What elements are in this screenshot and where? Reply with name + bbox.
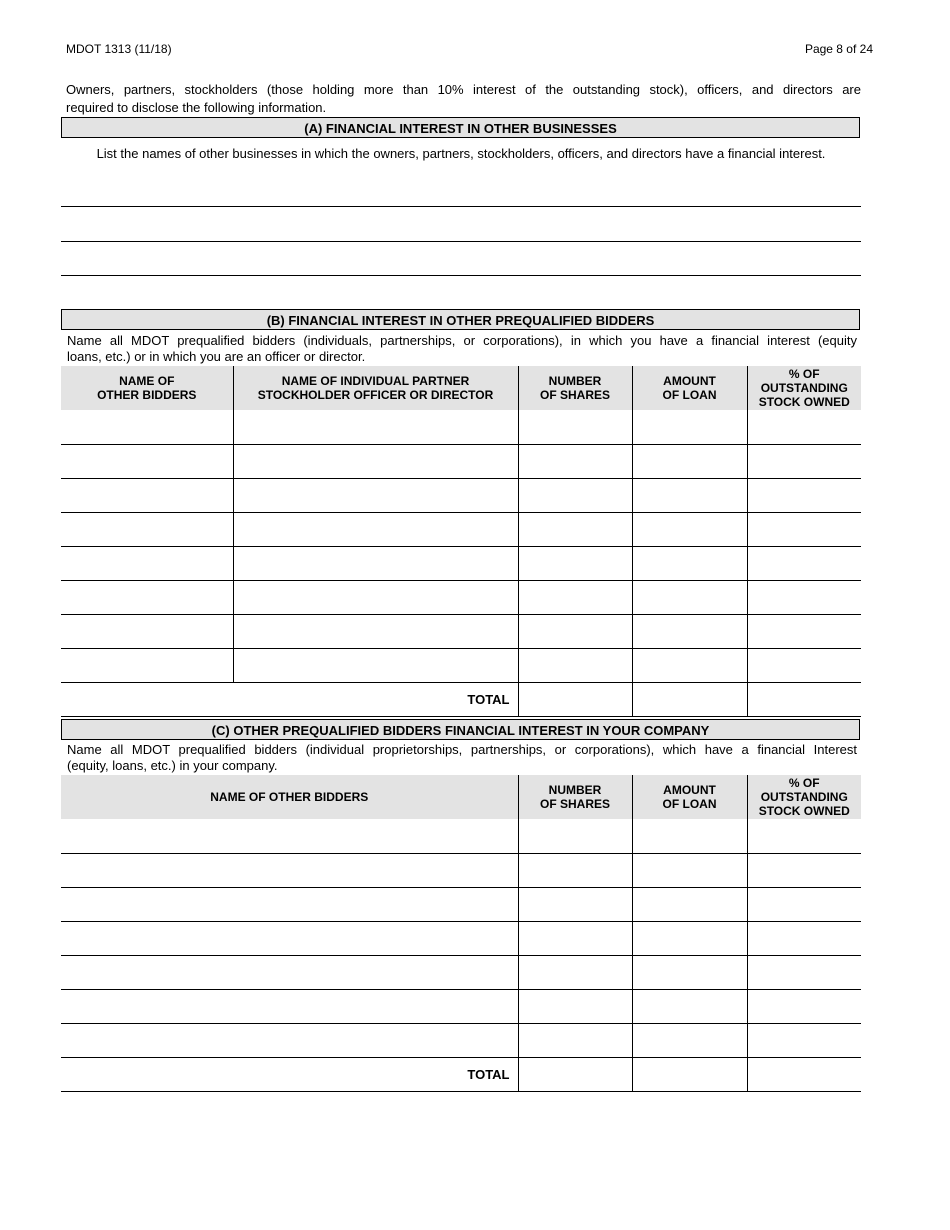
table-row: [61, 1023, 861, 1057]
individual-name-cell[interactable]: [233, 410, 518, 444]
col-pct-outstanding-stock: % OF OUTSTANDING STOCK OWNED: [747, 366, 861, 410]
section-a-title: (A) FINANCIAL INTEREST IN OTHER BUSINESSES: [61, 117, 860, 138]
table-row: [61, 853, 861, 887]
total-loan-cell[interactable]: [632, 682, 747, 716]
section-c-desc-line-1: Name all MDOT prequalified bidders (individual proprietorships, partnerships, or corporations), which have a financial Interest: [67, 742, 857, 757]
table-row: [61, 546, 861, 580]
loan-cell[interactable]: [632, 410, 747, 444]
loan-cell[interactable]: [632, 853, 747, 887]
loan-cell[interactable]: [632, 989, 747, 1023]
business-entry-line[interactable]: [61, 275, 861, 276]
pct-cell[interactable]: [747, 410, 861, 444]
table-row: [61, 478, 861, 512]
shares-cell[interactable]: [518, 410, 632, 444]
col-name-of-other-bidders: NAME OF OTHER BIDDERS: [61, 775, 518, 819]
shares-cell[interactable]: [518, 819, 632, 853]
shares-cell[interactable]: [518, 887, 632, 921]
bidder-name-cell[interactable]: [61, 955, 518, 989]
bidder-name-cell[interactable]: [61, 853, 518, 887]
table-row: [61, 819, 861, 853]
shares-cell[interactable]: [518, 1023, 632, 1057]
shares-cell[interactable]: [518, 478, 632, 512]
shares-cell[interactable]: [518, 512, 632, 546]
section-c-table: [61, 775, 861, 1092]
total-pct-cell[interactable]: [747, 682, 861, 716]
shares-cell[interactable]: [518, 580, 632, 614]
pct-cell[interactable]: [747, 580, 861, 614]
pct-cell[interactable]: [747, 989, 861, 1023]
loan-cell[interactable]: [632, 1023, 747, 1057]
section-b-table: [61, 366, 861, 717]
total-loan-cell[interactable]: [632, 1057, 747, 1091]
loan-cell[interactable]: [632, 887, 747, 921]
section-b-desc-line-1: Name all MDOT prequalified bidders (individuals, partnerships, or corporations), in which you have a financial interest (equity: [67, 333, 857, 348]
shares-cell[interactable]: [518, 444, 632, 478]
total-shares-cell[interactable]: [518, 1057, 632, 1091]
section-c-description: [67, 742, 857, 774]
loan-cell[interactable]: [632, 512, 747, 546]
pct-cell[interactable]: [747, 955, 861, 989]
table-row: [61, 512, 861, 546]
col-amount-of-loan: AMOUNT OF LOAN: [632, 775, 747, 819]
bidder-name-cell[interactable]: [61, 410, 233, 444]
section-b-description: [67, 333, 857, 365]
bidder-name-cell[interactable]: [61, 921, 518, 955]
shares-cell[interactable]: [518, 921, 632, 955]
pct-cell[interactable]: [747, 853, 861, 887]
bidder-name-cell[interactable]: [61, 546, 233, 580]
loan-cell[interactable]: [632, 955, 747, 989]
bidder-name-cell[interactable]: [61, 580, 233, 614]
bidder-name-cell[interactable]: [61, 444, 233, 478]
table-row: [61, 955, 861, 989]
section-b-desc-line-2: loans, etc.) or in which you are an officer or director.: [67, 349, 366, 364]
loan-cell[interactable]: [632, 444, 747, 478]
total-pct-cell[interactable]: [747, 1057, 861, 1091]
col-number-of-shares: NUMBER OF SHARES: [518, 366, 632, 410]
intro-text: [66, 81, 861, 117]
loan-cell[interactable]: [632, 546, 747, 580]
total-label: TOTAL: [61, 682, 518, 716]
section-b-title: (B) FINANCIAL INTEREST IN OTHER PREQUALIFIED BIDDERS: [61, 309, 860, 330]
individual-name-cell[interactable]: [233, 512, 518, 546]
bidder-name-cell[interactable]: [61, 819, 518, 853]
table-row: [61, 614, 861, 648]
total-row: [61, 1057, 861, 1091]
individual-name-cell[interactable]: [233, 444, 518, 478]
intro-line-1: Owners, partners, stockholders (those holding more than 10% interest of the outstanding stock), officers, and directors are: [66, 82, 861, 97]
shares-cell[interactable]: [518, 546, 632, 580]
pct-cell[interactable]: [747, 512, 861, 546]
pct-cell[interactable]: [747, 819, 861, 853]
table-row: [61, 887, 861, 921]
shares-cell[interactable]: [518, 614, 632, 648]
table-row: [61, 580, 861, 614]
table-row: [61, 921, 861, 955]
table-row: [61, 648, 861, 682]
col-name-of-other-bidders: NAME OF OTHER BIDDERS: [61, 366, 233, 410]
loan-cell[interactable]: [632, 819, 747, 853]
total-label: TOTAL: [61, 1057, 518, 1091]
pct-cell[interactable]: [747, 614, 861, 648]
table-row: [61, 989, 861, 1023]
individual-name-cell[interactable]: [233, 478, 518, 512]
shares-cell[interactable]: [518, 955, 632, 989]
shares-cell[interactable]: [518, 853, 632, 887]
table-row: [61, 444, 861, 478]
business-entry-line[interactable]: [61, 241, 861, 242]
table-row: [61, 410, 861, 444]
bidder-name-cell[interactable]: [61, 989, 518, 1023]
pct-cell[interactable]: [747, 648, 861, 682]
bidder-name-cell[interactable]: [61, 648, 233, 682]
section-c-desc-line-2: (equity, loans, etc.) in your company.: [67, 758, 278, 773]
col-pct-outstanding-stock: % OF OUTSTANDING STOCK OWNED: [747, 775, 861, 819]
bidder-name-cell[interactable]: [61, 512, 233, 546]
business-entry-line[interactable]: [61, 206, 861, 207]
bidder-name-cell[interactable]: [61, 614, 233, 648]
individual-name-cell[interactable]: [233, 546, 518, 580]
total-row: [61, 682, 861, 716]
col-individual-name: NAME OF INDIVIDUAL PARTNER STOCKHOLDER OFFICER OR DIRECTOR: [233, 366, 518, 410]
bidder-name-cell[interactable]: [61, 887, 518, 921]
page-number: Page 8 of 24: [804, 42, 873, 56]
loan-cell[interactable]: [632, 614, 747, 648]
bidder-name-cell[interactable]: [61, 1023, 518, 1057]
total-shares-cell[interactable]: [518, 682, 632, 716]
loan-cell[interactable]: [632, 921, 747, 955]
bidder-name-cell[interactable]: [61, 478, 233, 512]
loan-cell[interactable]: [632, 478, 747, 512]
pct-cell[interactable]: [747, 444, 861, 478]
pct-cell[interactable]: [747, 1023, 861, 1057]
loan-cell[interactable]: [632, 648, 747, 682]
shares-cell[interactable]: [518, 648, 632, 682]
individual-name-cell[interactable]: [233, 648, 518, 682]
form-id: MDOT 1313 (11/18): [66, 42, 172, 56]
section-a-description: List the names of other businesses in which the owners, partners, stockholders, officers, and directors have a financial interest.: [96, 146, 826, 161]
individual-name-cell[interactable]: [233, 580, 518, 614]
intro-line-2: required to disclose the following information.: [66, 100, 327, 115]
pct-cell[interactable]: [747, 887, 861, 921]
individual-name-cell[interactable]: [233, 614, 518, 648]
col-amount-of-loan: AMOUNT OF LOAN: [632, 366, 747, 410]
section-c-title: (C) OTHER PREQUALIFIED BIDDERS FINANCIAL INTEREST IN YOUR COMPANY: [61, 719, 860, 740]
loan-cell[interactable]: [632, 580, 747, 614]
pct-cell[interactable]: [747, 546, 861, 580]
shares-cell[interactable]: [518, 989, 632, 1023]
pct-cell[interactable]: [747, 921, 861, 955]
pct-cell[interactable]: [747, 478, 861, 512]
col-number-of-shares: NUMBER OF SHARES: [518, 775, 632, 819]
